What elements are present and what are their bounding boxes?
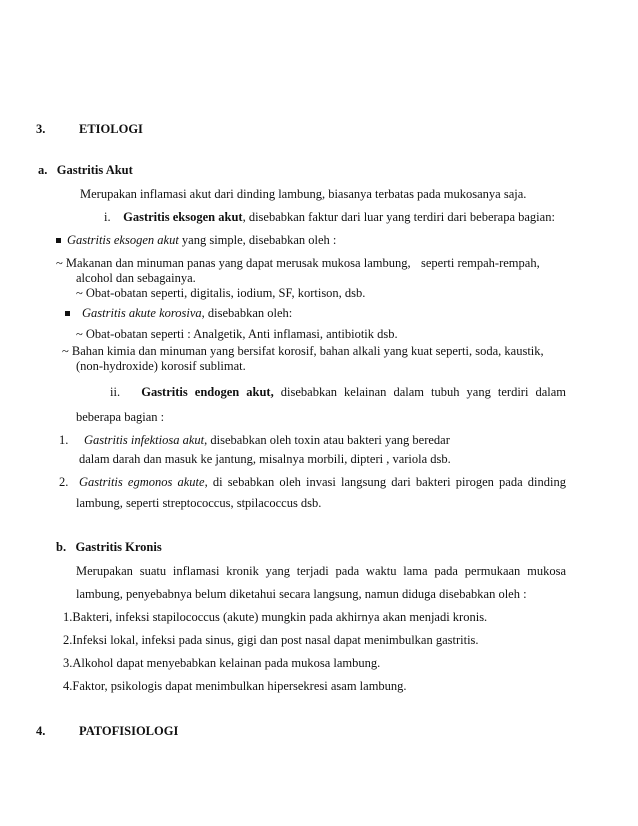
kronis-item-3: 3.Alkohol dapat menyebabkan kelainan pada mukosa lambung. [63, 656, 381, 670]
tilde-2: ~ Obat-obatan seperti, digitalis, iodium, SF, kortison, dsb. [76, 286, 366, 300]
section-4-title: PATOFISIOLOGI [79, 724, 179, 738]
bullet-1-text: yang simple, disebabkan oleh : [178, 233, 337, 247]
tilde-1-line-1b: seperti rempah-rempah, [421, 256, 540, 270]
numbered-item-2-line-2: lambung, seperti streptococcus, stpilacoccus dsb. [76, 496, 322, 510]
tilde-1-line-1: ~ Makanan dan minuman panas yang dapat merusak mukosa lambung, [56, 256, 411, 270]
numbered-item-1-italic: Gastritis infektiosa akut [84, 433, 205, 447]
square-bullet-icon [56, 238, 61, 243]
numbered-item-1-text: , disebabkan oleh toxin atau bakteri yang beredar [204, 433, 450, 447]
subsection-a-title: Gastritis Akut [56, 163, 133, 177]
subsection-b-label: b. [56, 540, 67, 554]
item-i-text: , disebabkan faktur dari luar yang terdiri dari beberapa bagian: [242, 210, 555, 224]
item-ii-title: Gastritis endogen akut, [141, 385, 274, 399]
numbered-item-1 [59, 432, 450, 448]
bullet-2-text: , disebabkan oleh: [201, 306, 293, 320]
section-4-number: 4. [36, 724, 46, 738]
kronis-item-4: 4.Faktor, psikologis dapat menimbulkan hipersekresi asam lambung. [63, 679, 407, 693]
bullet-1-italic: Gastritis eksogen akut [67, 233, 179, 247]
kronis-item-1: 1.Bakteri, infeksi stapilococcus (akute) mungkin pada akhirnya akan menjadi kronis. [63, 610, 488, 624]
numbered-item-2-italic: Gastritis egmonos akute [79, 475, 205, 489]
tilde-1-line-2: alcohol dan sebagainya. [76, 271, 196, 285]
numbered-item-2-line-1 [79, 474, 566, 490]
bullet-1 [56, 232, 336, 248]
item-i [104, 209, 555, 225]
bullet-2-italic: Gastritis akute korosiva [82, 306, 202, 320]
numbered-item-1-line-2: dalam darah dan masuk ke jantung, misalnya morbili, dipteri , variola dsb. [79, 452, 451, 466]
tilde-4-line-1: ~ Bahan kimia dan minuman yang bersifat korosif, bahan alkali yang kuat seperti, soda, kaustik, [62, 344, 544, 358]
item-i-number: i. [104, 210, 111, 224]
item-ii-text: disebabkan kelainan dalam tubuh yang terdiri dalam [280, 385, 567, 399]
item-ii-continuation: beberapa bagian : [76, 410, 165, 424]
subsection-b-heading [56, 539, 162, 555]
tilde-4-line-2: (non-hydroxide) korosif sublimat. [76, 359, 246, 373]
numbered-item-2-number: 2. [59, 475, 69, 489]
bullet-2 [65, 305, 292, 321]
item-ii-number: ii. [110, 385, 121, 399]
subsection-b-line-2: lambung, penyebabnya belum diketahui secara langsung, namun diduga disebabkan oleh : [76, 587, 527, 601]
square-bullet-icon [65, 311, 70, 316]
numbered-item-2-text: , di sebabkan oleh invasi langsung dari bakteri pirogen pada dinding [204, 475, 566, 489]
kronis-item-2: 2.Infeksi lokal, infeksi pada sinus, gigi dan post nasal dapat menimbulkan gastritis. [63, 633, 479, 647]
section-3-title: ETIOLOGI [79, 122, 143, 136]
subsection-a-label: a. [38, 163, 48, 177]
item-ii-line [110, 384, 566, 400]
numbered-item-1-number: 1. [59, 433, 69, 447]
section-3-number: 3. [36, 122, 46, 136]
subsection-a-heading [38, 162, 133, 178]
subsection-b-line-1: Merupakan suatu inflamasi kronik yang terjadi pada waktu lama pada permukaan mukosa [76, 564, 566, 578]
subsection-a-intro: Merupakan inflamasi akut dari dinding lambung, biasanya terbatas pada mukosanya saja. [80, 187, 527, 201]
item-ii [110, 384, 566, 400]
tilde-3: ~ Obat-obatan seperti : Analgetik, Anti inflamasi, antibiotik dsb. [76, 327, 398, 341]
item-i-title: Gastritis eksogen akut [123, 210, 243, 224]
subsection-b-title: Gastritis Kronis [75, 540, 162, 554]
